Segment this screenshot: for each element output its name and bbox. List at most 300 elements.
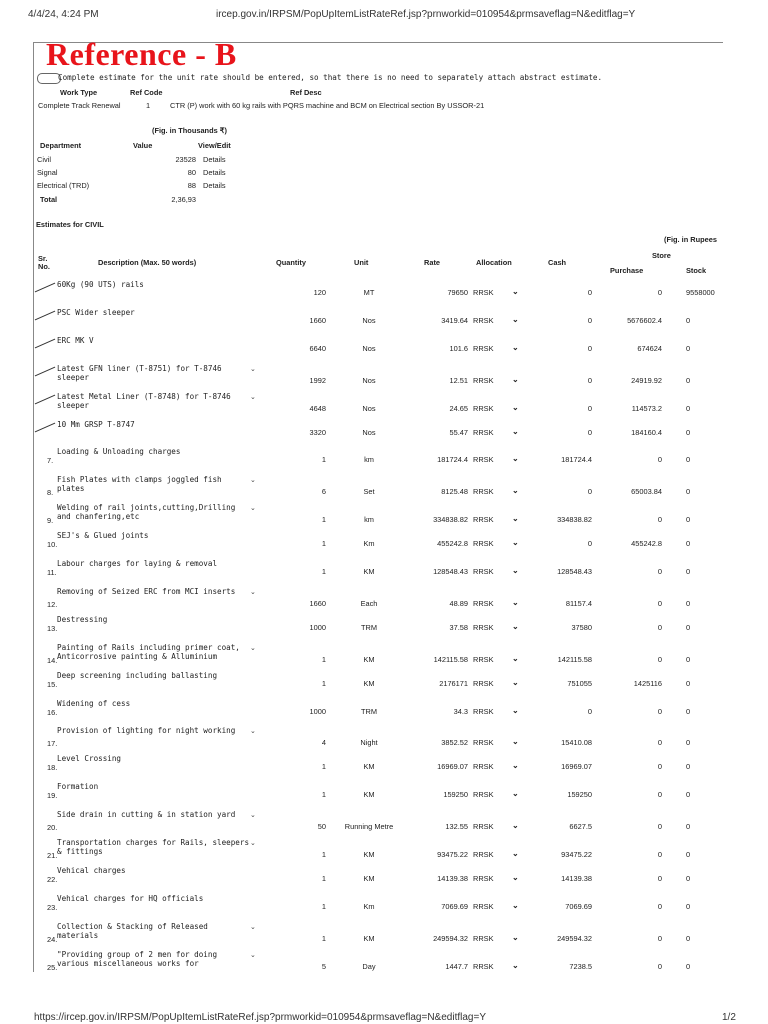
table-row	[0, 447, 768, 475]
chevron-down-icon[interactable]: ⌄	[512, 933, 519, 942]
row-allocation[interactable]: RRSK	[473, 515, 494, 524]
row-rate[interactable]: 12.51	[449, 376, 468, 385]
row-cash[interactable]: 0	[587, 707, 592, 716]
row-unit[interactable]: MT	[363, 288, 375, 297]
row-cash[interactable]: 7238.5	[569, 962, 592, 971]
instruction-note: Complete estimate for the unit rate should be entered, so that there is no need to separately attach abstract estimate.	[58, 73, 603, 82]
chevron-down-icon[interactable]: ⌄	[512, 622, 519, 631]
row-rate[interactable]: 3852.52	[441, 738, 468, 747]
row-stock[interactable]: 0	[686, 539, 691, 548]
row-purchase[interactable]: 0	[657, 850, 662, 859]
row-quantity[interactable]: 3320	[309, 428, 326, 437]
row-cash[interactable]: 37580	[571, 623, 592, 632]
row-unit[interactable]: Nos	[362, 428, 376, 437]
work-type-value: Complete Track Renewal	[38, 101, 121, 110]
row-stock[interactable]: 0	[686, 515, 691, 524]
row-sr-no: 12.	[47, 600, 58, 609]
row-description[interactable]: Level Crossing	[57, 754, 122, 763]
row-rate[interactable]: 34.3	[453, 707, 468, 716]
row-description[interactable]: Transportation charges for Rails, sleepers & fittings	[57, 838, 250, 856]
dept-electrical-details-link[interactable]: Details	[203, 181, 226, 190]
resize-handle-icon[interactable]: ⌄	[250, 477, 256, 484]
row-unit[interactable]: Nos	[362, 376, 376, 385]
row-quantity[interactable]: 1	[321, 515, 326, 524]
row-stock[interactable]: 0	[686, 428, 691, 437]
row-sr-no: 11.	[47, 568, 57, 577]
row-stock[interactable]: 0	[686, 599, 691, 608]
row-unit[interactable]: TRM	[360, 623, 377, 632]
row-cash[interactable]: 16969.07	[561, 762, 592, 771]
row-purchase[interactable]: 0	[657, 934, 662, 943]
row-purchase[interactable]: 0	[657, 762, 662, 771]
row-rate[interactable]: 3419.64	[441, 316, 468, 325]
chevron-down-icon[interactable]: ⌄	[512, 343, 519, 352]
row-description[interactable]: SEJ's & Glued joints	[57, 531, 149, 540]
row-allocation[interactable]: RRSK	[473, 762, 494, 771]
row-unit[interactable]: Night	[360, 738, 378, 747]
table-row	[0, 420, 768, 448]
row-rate[interactable]: 2176171	[439, 679, 468, 688]
row-purchase[interactable]: 674624	[637, 344, 662, 353]
row-allocation[interactable]: RRSK	[473, 599, 494, 608]
col-no: No.	[38, 262, 50, 271]
table-row	[0, 950, 768, 978]
table-row	[0, 336, 768, 364]
row-description[interactable]: Removing of Seized ERC from MCI inserts	[57, 587, 236, 596]
row-sr-no: 13.	[47, 624, 58, 633]
row-rate[interactable]: 132.55	[445, 822, 468, 831]
row-allocation[interactable]: RRSK	[473, 623, 494, 632]
chevron-down-icon[interactable]: ⌄	[512, 538, 519, 547]
row-cash[interactable]: 93475.22	[561, 850, 592, 859]
row-allocation[interactable]: RRSK	[473, 822, 494, 831]
row-purchase[interactable]: 0	[657, 567, 662, 576]
row-allocation[interactable]: RRSK	[473, 902, 494, 911]
row-stock[interactable]: 0	[686, 623, 691, 632]
row-description[interactable]: Fish Plates with clamps joggled fish plates	[57, 475, 222, 493]
value-header: Value	[133, 141, 153, 150]
chevron-down-icon[interactable]: ⌄	[512, 566, 519, 575]
col-cash: Cash	[548, 258, 567, 267]
row-quantity[interactable]: 1000	[309, 623, 326, 632]
chevron-down-icon[interactable]: ⌄	[512, 678, 519, 687]
row-purchase[interactable]: 24919.92	[631, 376, 662, 385]
row-quantity[interactable]: 1	[321, 874, 326, 883]
row-quantity[interactable]: 1	[321, 790, 326, 799]
row-allocation[interactable]: RRSK	[473, 428, 494, 437]
row-rate[interactable]: 8125.48	[441, 487, 468, 496]
resize-handle-icon[interactable]: ⌄	[250, 505, 256, 512]
row-unit[interactable]: KM	[363, 850, 375, 859]
checkmark-icon	[35, 367, 56, 377]
row-rate[interactable]: 93475.22	[437, 850, 468, 859]
row-rate[interactable]: 48.89	[449, 599, 468, 608]
row-purchase[interactable]: 0	[657, 288, 662, 297]
row-quantity[interactable]: 50	[317, 822, 326, 831]
row-cash[interactable]: 15410.08	[561, 738, 592, 747]
row-stock[interactable]: 0	[686, 487, 691, 496]
row-description[interactable]: Widening of cess	[57, 699, 131, 708]
row-unit[interactable]: Nos	[362, 316, 376, 325]
row-cash[interactable]: 0	[587, 316, 592, 325]
row-allocation[interactable]: RRSK	[473, 874, 494, 883]
row-rate[interactable]: 79650	[447, 288, 468, 297]
chevron-down-icon[interactable]: ⌄	[512, 486, 519, 495]
chevron-down-icon[interactable]: ⌄	[512, 315, 519, 324]
row-cash[interactable]: 181724.4	[561, 455, 592, 464]
row-allocation[interactable]: RRSK	[473, 288, 494, 297]
row-allocation[interactable]: RRSK	[473, 344, 494, 353]
chevron-down-icon[interactable]: ⌄	[512, 901, 519, 910]
row-purchase[interactable]: 0	[657, 599, 662, 608]
row-description[interactable]: Formation	[57, 782, 99, 791]
row-purchase[interactable]: 1425116	[633, 679, 662, 688]
resize-handle-icon[interactable]: ⌄	[250, 812, 256, 819]
row-description[interactable]: Latest Metal Liner (T-8748) for T-8746 sleeper	[57, 392, 231, 410]
chevron-down-icon[interactable]: ⌄	[512, 761, 519, 770]
row-rate[interactable]: 101.6	[449, 344, 468, 353]
table-row	[0, 587, 768, 615]
row-quantity[interactable]: 6	[321, 487, 326, 496]
row-allocation[interactable]: RRSK	[473, 962, 494, 971]
table-row	[0, 699, 768, 727]
row-allocation[interactable]: RRSK	[473, 567, 494, 576]
row-purchase[interactable]: 5676602.4	[627, 316, 662, 325]
row-allocation[interactable]: RRSK	[473, 850, 494, 859]
row-sr-no: 21.	[47, 851, 58, 860]
row-description[interactable]: Vehical charges for HQ officials	[57, 894, 204, 903]
chevron-down-icon[interactable]: ⌄	[512, 737, 519, 746]
dept-signal-value: 80	[187, 168, 196, 177]
row-quantity[interactable]: 1	[321, 902, 326, 911]
resize-handle-icon[interactable]: ⌄	[250, 589, 256, 596]
resize-handle-icon[interactable]: ⌄	[250, 952, 256, 959]
row-description[interactable]: Loading & Unloading charges	[57, 447, 181, 456]
row-rate[interactable]: 16969.07	[437, 762, 468, 771]
col-unit: Unit	[354, 258, 369, 267]
resize-handle-icon[interactable]: ⌄	[250, 366, 256, 373]
row-allocation[interactable]: RRSK	[473, 539, 494, 548]
row-quantity[interactable]: 1	[321, 850, 326, 859]
row-description[interactable]: Latest GFN liner (T-8751) for T-8746 sleeper	[57, 364, 222, 382]
row-cash[interactable]: 14139.38	[561, 874, 592, 883]
row-unit[interactable]: KM	[363, 567, 375, 576]
col-store: Store	[652, 251, 671, 260]
table-row	[0, 894, 768, 922]
print-page-number: 1/2	[722, 1012, 736, 1023]
row-unit[interactable]: Each	[360, 599, 378, 608]
row-unit[interactable]: km	[364, 455, 374, 464]
table-row	[0, 726, 768, 754]
row-unit[interactable]: KM	[363, 790, 375, 799]
row-allocation[interactable]: RRSK	[473, 404, 494, 413]
row-cash[interactable]: 0	[587, 344, 592, 353]
row-unit[interactable]: KM	[363, 762, 375, 771]
row-quantity[interactable]: 1	[321, 539, 326, 548]
row-purchase[interactable]: 0	[657, 655, 662, 664]
chevron-down-icon[interactable]: ⌄	[512, 514, 519, 523]
row-sr-no: 17.	[47, 739, 58, 748]
row-unit[interactable]: KM	[363, 934, 375, 943]
dept-civil-details-link[interactable]: Details	[203, 155, 226, 164]
row-allocation[interactable]: RRSK	[473, 655, 494, 664]
row-description[interactable]: Painting of Rails including primer coat, Anticorrosive painting & Alluminium	[57, 643, 240, 661]
row-allocation[interactable]: RRSK	[473, 376, 494, 385]
chevron-down-icon[interactable]: ⌄	[512, 287, 519, 296]
chevron-down-icon[interactable]: ⌄	[512, 706, 519, 715]
row-purchase[interactable]: 455242.8	[631, 539, 662, 548]
row-unit[interactable]: Km	[363, 902, 375, 911]
row-cash[interactable]: 81157.4	[565, 599, 592, 608]
row-quantity[interactable]: 1660	[309, 599, 326, 608]
row-quantity[interactable]: 1	[321, 455, 326, 464]
view-edit-header: View/Edit	[198, 141, 231, 150]
row-rate[interactable]: 142115.58	[433, 655, 468, 664]
row-sr-no: 24.	[47, 935, 58, 944]
row-quantity[interactable]: 1	[321, 934, 326, 943]
row-stock[interactable]: 0	[686, 902, 691, 911]
row-cash[interactable]: 6627.5	[569, 822, 592, 831]
resize-handle-icon[interactable]: ⌄	[250, 728, 256, 735]
row-unit[interactable]: km	[364, 515, 374, 524]
row-stock[interactable]: 0	[686, 316, 691, 325]
row-quantity[interactable]: 1000	[309, 707, 326, 716]
row-purchase[interactable]: 0	[657, 455, 662, 464]
row-stock[interactable]: 0	[686, 962, 691, 971]
row-purchase[interactable]: 0	[657, 874, 662, 883]
row-sr-no: 25.	[47, 963, 58, 972]
row-rate[interactable]: 128548.43	[433, 567, 468, 576]
resize-handle-icon[interactable]: ⌄	[250, 924, 256, 931]
department-header: Department	[40, 141, 82, 150]
total-value: 2,36,93	[171, 195, 196, 204]
row-rate[interactable]: 24.65	[449, 404, 468, 413]
row-unit[interactable]: Nos	[362, 404, 376, 413]
row-allocation[interactable]: RRSK	[473, 679, 494, 688]
row-purchase[interactable]: 0	[657, 962, 662, 971]
row-stock[interactable]: 0	[686, 738, 691, 747]
row-quantity[interactable]: 120	[313, 288, 326, 297]
print-url-footer: https://ircep.gov.in/IRPSM/PopUpItemListRateRef.jsp?prmworkid=010954&prmsaveflag=N&editflag=Y	[34, 1012, 486, 1023]
row-quantity[interactable]: 4648	[309, 404, 326, 413]
row-cash[interactable]: 0	[587, 539, 592, 548]
row-description[interactable]: "Providing group of 2 men for doing various miscellaneous works for	[57, 950, 218, 968]
row-allocation[interactable]: RRSK	[473, 487, 494, 496]
chevron-down-icon[interactable]: ⌄	[512, 789, 519, 798]
row-unit[interactable]: Day	[362, 962, 376, 971]
row-stock[interactable]: 0	[686, 762, 691, 771]
row-unit[interactable]: Running Metre	[344, 822, 394, 831]
print-datetime: 4/4/24, 4:24 PM	[28, 9, 99, 20]
row-cash[interactable]: 0	[587, 404, 592, 413]
row-sr-no: 19.	[47, 791, 58, 800]
checkmark-icon	[35, 423, 56, 433]
col-stock: Stock	[686, 266, 707, 275]
row-stock[interactable]: 0	[686, 934, 691, 943]
row-allocation[interactable]: RRSK	[473, 707, 494, 716]
row-cash[interactable]: 751055	[567, 679, 592, 688]
row-quantity[interactable]: 1992	[309, 376, 326, 385]
row-allocation[interactable]: RRSK	[473, 316, 494, 325]
row-description[interactable]: Deep screening including ballasting	[57, 671, 218, 680]
dept-signal-details-link[interactable]: Details	[203, 168, 226, 177]
dept-civil: Civil	[37, 155, 51, 164]
row-unit[interactable]: KM	[363, 874, 375, 883]
ref-code-value: 1	[146, 101, 151, 110]
estimates-heading: Estimates for CIVIL	[36, 220, 104, 229]
row-stock[interactable]: 0	[686, 567, 691, 576]
row-rate[interactable]: 455242.8	[437, 539, 468, 548]
row-description[interactable]: Provision of lighting for night working	[57, 726, 236, 735]
thousands-note: (Fig. in Thousands ₹)	[152, 126, 227, 135]
table-row	[0, 364, 768, 392]
row-rate[interactable]: 37.58	[449, 623, 468, 632]
row-stock[interactable]: 9558000	[686, 288, 715, 297]
resize-handle-icon[interactable]: ⌄	[250, 394, 256, 401]
table-row	[0, 754, 768, 782]
col-sr: Sr.	[38, 254, 48, 263]
row-sr-no: 20.	[47, 823, 58, 832]
row-allocation[interactable]: RRSK	[473, 934, 494, 943]
row-rate[interactable]: 14139.38	[437, 874, 468, 883]
print-url-header: ircep.gov.in/IRPSM/PopUpItemListRateRef.jsp?prnworkid=010954&prmsaveflag=N&editflag=Y	[216, 9, 636, 20]
row-description[interactable]: 60Kg (90 UTS) rails	[57, 280, 144, 289]
row-description[interactable]: Destressing	[57, 615, 108, 624]
row-sr-no: 9.	[47, 516, 54, 525]
table-row	[0, 615, 768, 643]
table-row	[0, 531, 768, 559]
table-row	[0, 782, 768, 810]
row-stock[interactable]: 0	[686, 679, 691, 688]
row-cash[interactable]: 0	[587, 487, 592, 496]
checkmark-icon	[35, 395, 56, 405]
row-purchase[interactable]: 0	[657, 822, 662, 831]
row-stock[interactable]: 0	[686, 790, 691, 799]
resize-handle-icon[interactable]: ⌄	[250, 840, 256, 847]
row-stock[interactable]: 0	[686, 404, 691, 413]
row-unit[interactable]: KM	[363, 679, 375, 688]
row-sr-no: 14.	[47, 656, 58, 665]
row-quantity[interactable]: 4	[321, 738, 326, 747]
row-description[interactable]: 10 Mm GRSP T-8747	[57, 420, 135, 429]
chevron-down-icon[interactable]: ⌄	[512, 427, 519, 436]
row-rate[interactable]: 55.47	[449, 428, 468, 437]
chevron-down-icon[interactable]: ⌄	[512, 821, 519, 830]
row-quantity[interactable]: 5	[321, 962, 326, 971]
row-quantity[interactable]: 1	[321, 762, 326, 771]
row-description[interactable]: Welding of rail joints,cutting,Drilling and chanfering,etc	[57, 503, 236, 521]
row-description[interactable]: PSC Wider sleeper	[57, 308, 135, 317]
row-stock[interactable]: 0	[686, 455, 691, 464]
row-unit[interactable]: KM	[363, 655, 375, 664]
resize-handle-icon[interactable]: ⌄	[250, 645, 256, 652]
row-description[interactable]: Vehical charges	[57, 866, 126, 875]
row-cash[interactable]: 7069.69	[565, 902, 592, 911]
row-purchase[interactable]: 0	[657, 515, 662, 524]
col-description: Description (Max. 50 words)	[98, 258, 197, 267]
row-stock[interactable]: 0	[686, 707, 691, 716]
row-cash[interactable]: 0	[587, 428, 592, 437]
row-quantity[interactable]: 1	[321, 567, 326, 576]
row-sr-no: 7.	[47, 456, 54, 465]
chevron-down-icon[interactable]: ⌄	[512, 375, 519, 384]
row-rate[interactable]: 249594.32	[433, 934, 468, 943]
row-purchase[interactable]: 114573.2	[631, 404, 662, 413]
row-description[interactable]: Collection & Stacking of Released materials	[57, 922, 208, 940]
row-sr-no: 8.	[47, 488, 54, 497]
row-rate[interactable]: 1447.7	[445, 962, 468, 971]
table-row	[0, 280, 768, 308]
table-row	[0, 838, 768, 866]
row-purchase[interactable]: 0	[657, 738, 662, 747]
row-purchase[interactable]: 65003.84	[631, 487, 662, 496]
chevron-down-icon[interactable]: ⌄	[512, 598, 519, 607]
row-quantity[interactable]: 1	[321, 655, 326, 664]
row-stock[interactable]: 0	[686, 344, 691, 353]
row-purchase[interactable]: 0	[657, 707, 662, 716]
chevron-down-icon[interactable]: ⌄	[512, 454, 519, 463]
row-unit[interactable]: Set	[363, 487, 375, 496]
checkmark-icon	[35, 283, 56, 293]
row-purchase[interactable]: 184160.4	[631, 428, 662, 437]
chevron-down-icon[interactable]: ⌄	[512, 403, 519, 412]
row-cash[interactable]: 128548.43	[557, 567, 592, 576]
row-allocation[interactable]: RRSK	[473, 790, 494, 799]
row-cash[interactable]: 334838.82	[557, 515, 592, 524]
row-quantity[interactable]: 1660	[309, 316, 326, 325]
row-rate[interactable]: 334838.82	[433, 515, 468, 524]
row-allocation[interactable]: RRSK	[473, 738, 494, 747]
row-sr-no: 16.	[47, 708, 58, 717]
row-purchase[interactable]: 0	[657, 790, 662, 799]
row-unit[interactable]: TRM	[360, 707, 377, 716]
row-unit[interactable]: Km	[363, 539, 375, 548]
table-row	[0, 810, 768, 838]
row-description[interactable]: Side drain in cutting & in station yard	[57, 810, 236, 819]
total-label: Total	[40, 195, 58, 204]
row-stock[interactable]: 0	[686, 655, 691, 664]
row-purchase[interactable]: 0	[657, 902, 662, 911]
row-stock[interactable]: 0	[686, 822, 691, 831]
chevron-down-icon[interactable]: ⌄	[512, 873, 519, 882]
col-purchase: Purchase	[610, 266, 644, 275]
row-cash[interactable]: 159250	[567, 790, 592, 799]
row-description[interactable]: Labour charges for laying & removal	[57, 559, 218, 568]
row-stock[interactable]: 0	[686, 874, 691, 883]
row-cash[interactable]: 0	[587, 376, 592, 385]
row-quantity[interactable]: 6640	[309, 344, 326, 353]
col-allocation: Allocation	[476, 258, 512, 267]
row-cash[interactable]: 142115.58	[557, 655, 592, 664]
table-row	[0, 671, 768, 699]
chevron-down-icon[interactable]: ⌄	[512, 654, 519, 663]
row-purchase[interactable]: 0	[657, 623, 662, 632]
row-unit[interactable]: Nos	[362, 344, 376, 353]
dept-civil-value: 23528	[175, 155, 196, 164]
row-allocation[interactable]: RRSK	[473, 455, 494, 464]
row-quantity[interactable]: 1	[321, 679, 326, 688]
row-stock[interactable]: 0	[686, 376, 691, 385]
row-description[interactable]: ERC MK V	[57, 336, 94, 345]
chevron-down-icon[interactable]: ⌄	[512, 849, 519, 858]
row-rate[interactable]: 159250	[443, 790, 468, 799]
chevron-down-icon[interactable]: ⌄	[512, 961, 519, 970]
row-stock[interactable]: 0	[686, 850, 691, 859]
row-rate[interactable]: 7069.69	[441, 902, 468, 911]
row-rate[interactable]: 181724.4	[437, 455, 468, 464]
row-cash[interactable]: 249594.32	[557, 934, 592, 943]
row-cash[interactable]: 0	[587, 288, 592, 297]
